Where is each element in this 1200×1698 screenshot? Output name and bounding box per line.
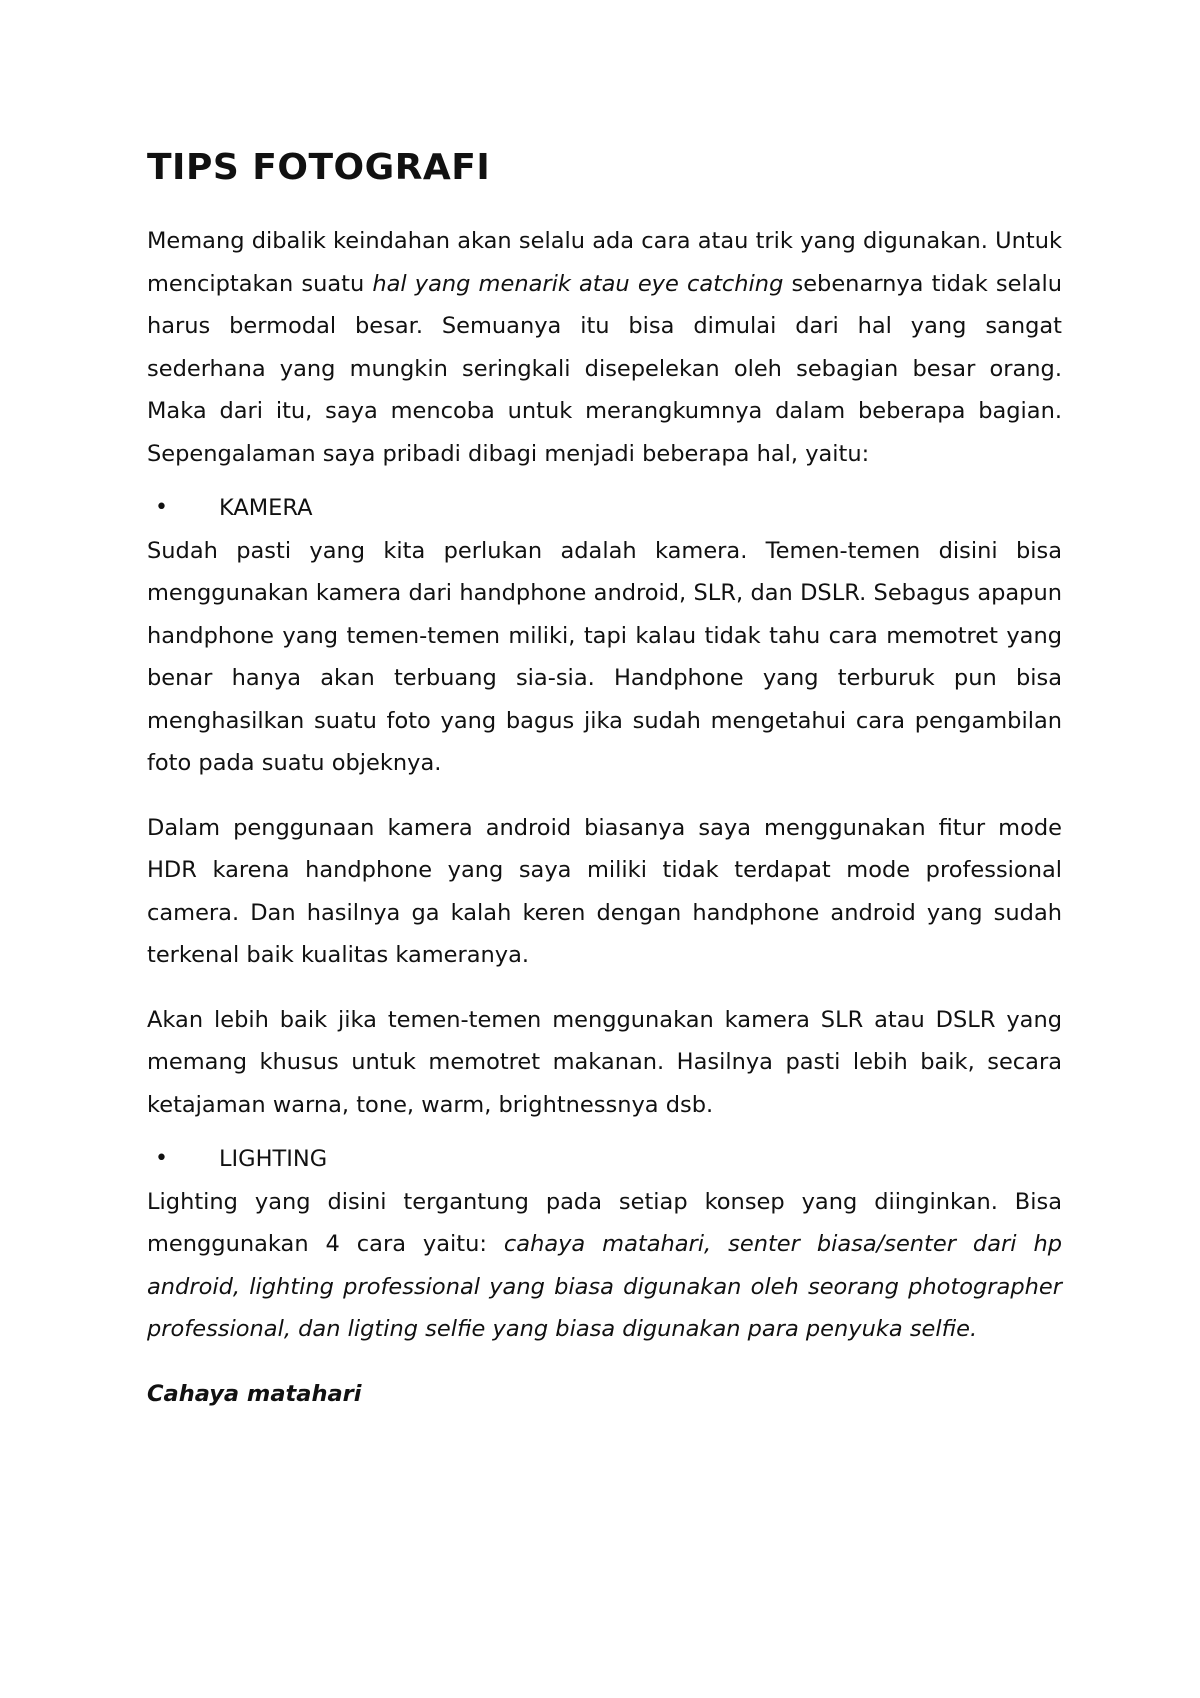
bullet-icon: •	[155, 495, 168, 520]
bullet-icon: •	[155, 1146, 168, 1171]
section-heading-lighting: LIGHTING	[219, 1146, 328, 1172]
intro-paragraph	[147, 220, 1062, 475]
document-title: TIPS FOTOGRAFI	[147, 147, 491, 188]
intro-text-italic: hal yang menarik atau eye catching	[372, 270, 784, 297]
lighting-text-part1: Lighting yang disini tergantung pada setiap konsep yang diinginkan. Bisa menggunakan 4 cara yaitu:	[147, 1188, 1062, 1257]
kamera-paragraph-3: Akan lebih baik jika temen-temen menggunakan kamera SLR atau DSLR yang memang khusus untuk memotret makanan. Hasilnya pasti lebih baik, secara ketajaman warna, tone, warm, brightnessnya dsb.	[147, 1006, 1062, 1118]
kamera-paragraph-1: Sudah pasti yang kita perlukan adalah kamera. Temen-temen disini bisa menggunakan kamera dari handphone android, SLR, dan DSLR. Sebagus apapun handphone yang temen-temen miliki, tapi kalau tidak tahu cara memotret yang benar hanya akan terbuang sia-sia. Handphone yang terburuk pun bisa menghasilkan suatu foto yang bagus jika sudah mengetahui cara pengambilan foto pada suatu objeknya.	[147, 537, 1062, 776]
bullet-kamera	[147, 487, 1062, 530]
subheading-cahaya-matahari: Cahaya matahari	[147, 1380, 362, 1407]
intro-text-part1: Memang dibalik keindahan akan selalu ada cara atau trik yang digunakan. Untuk menciptakan suatu	[147, 228, 1062, 297]
section-heading-kamera: KAMERA	[219, 495, 313, 521]
bullet-lighting	[147, 1138, 1062, 1181]
lighting-paragraph-1	[147, 1181, 1062, 1351]
kamera-paragraph-2: Dalam penggunaan kamera android biasanya saya menggunakan fitur mode HDR karena handphone yang saya miliki tidak terdapat mode professional camera. Dan hasilnya ga kalah keren dengan handphone android yang sudah terkenal baik kualitas kameranya.	[147, 814, 1062, 968]
intro-text-part2: sebenarnya tidak selalu harus bermodal besar. Semuanya itu bisa dimulai dari hal yang sangat sederhana yang mungkin seringkali disepelekan oleh sebagian besar orang. Maka dari itu, saya mencoba untuk merangkumnya dalam beberapa bagian. Sepengalaman saya pribadi dibagi menjadi beberapa hal, yaitu:	[147, 270, 1063, 467]
lighting-text-italic: cahaya matahari, senter biasa/senter dari hp android, lighting professional yang biasa digunakan oleh seorang photographer professional, dan ligting selfie yang biasa digunakan para penyuka selfie.	[147, 1231, 1062, 1342]
document-page	[147, 138, 1062, 1415]
